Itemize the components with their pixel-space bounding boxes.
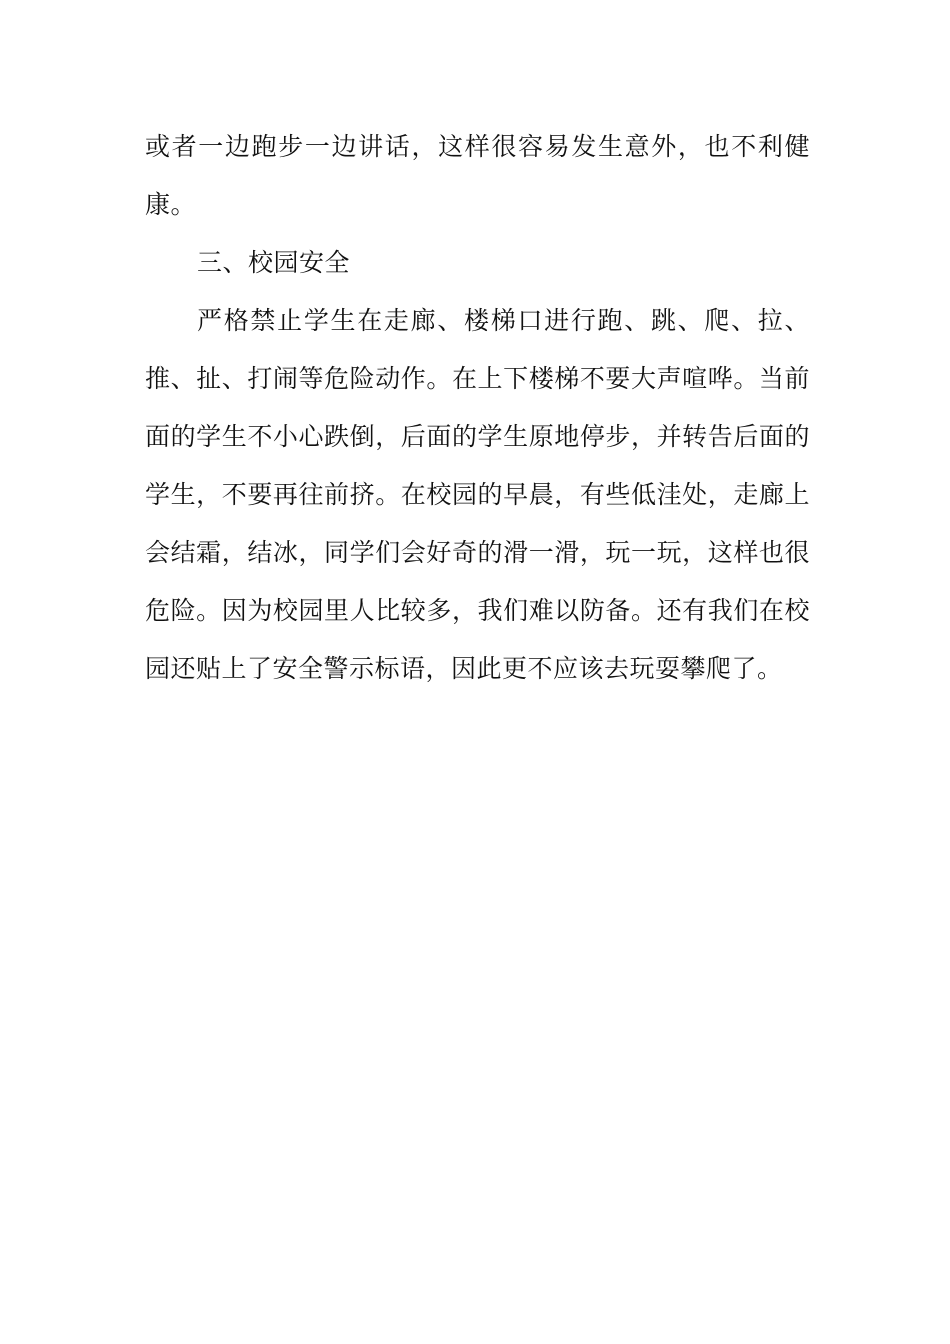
document-body <box>145 118 810 698</box>
paragraph-campus-safety: 严格禁止学生在走廊、楼梯口进行跑、跳、爬、拉、推、扯、打闹等危险动作。在上下楼梯不要大声喧哗。当前面的学生不小心跌倒，后面的学生原地停步，并转告后面的学生，不要再往前挤。在校园的早晨，有些低洼处，走廊上会结霜，结冰，同学们会好奇的滑一滑，玩一玩，这样也很危险。因为校园里人比较多，我们难以防备。还有我们在校园还贴上了安全警示标语，因此更不应该去玩耍攀爬了。 <box>145 306 810 683</box>
section-heading: 三、校园安全 <box>197 248 351 277</box>
paragraph-continuation: 或者一边跑步一边讲话，这样很容易发生意外，也不利健康。 <box>145 132 810 219</box>
